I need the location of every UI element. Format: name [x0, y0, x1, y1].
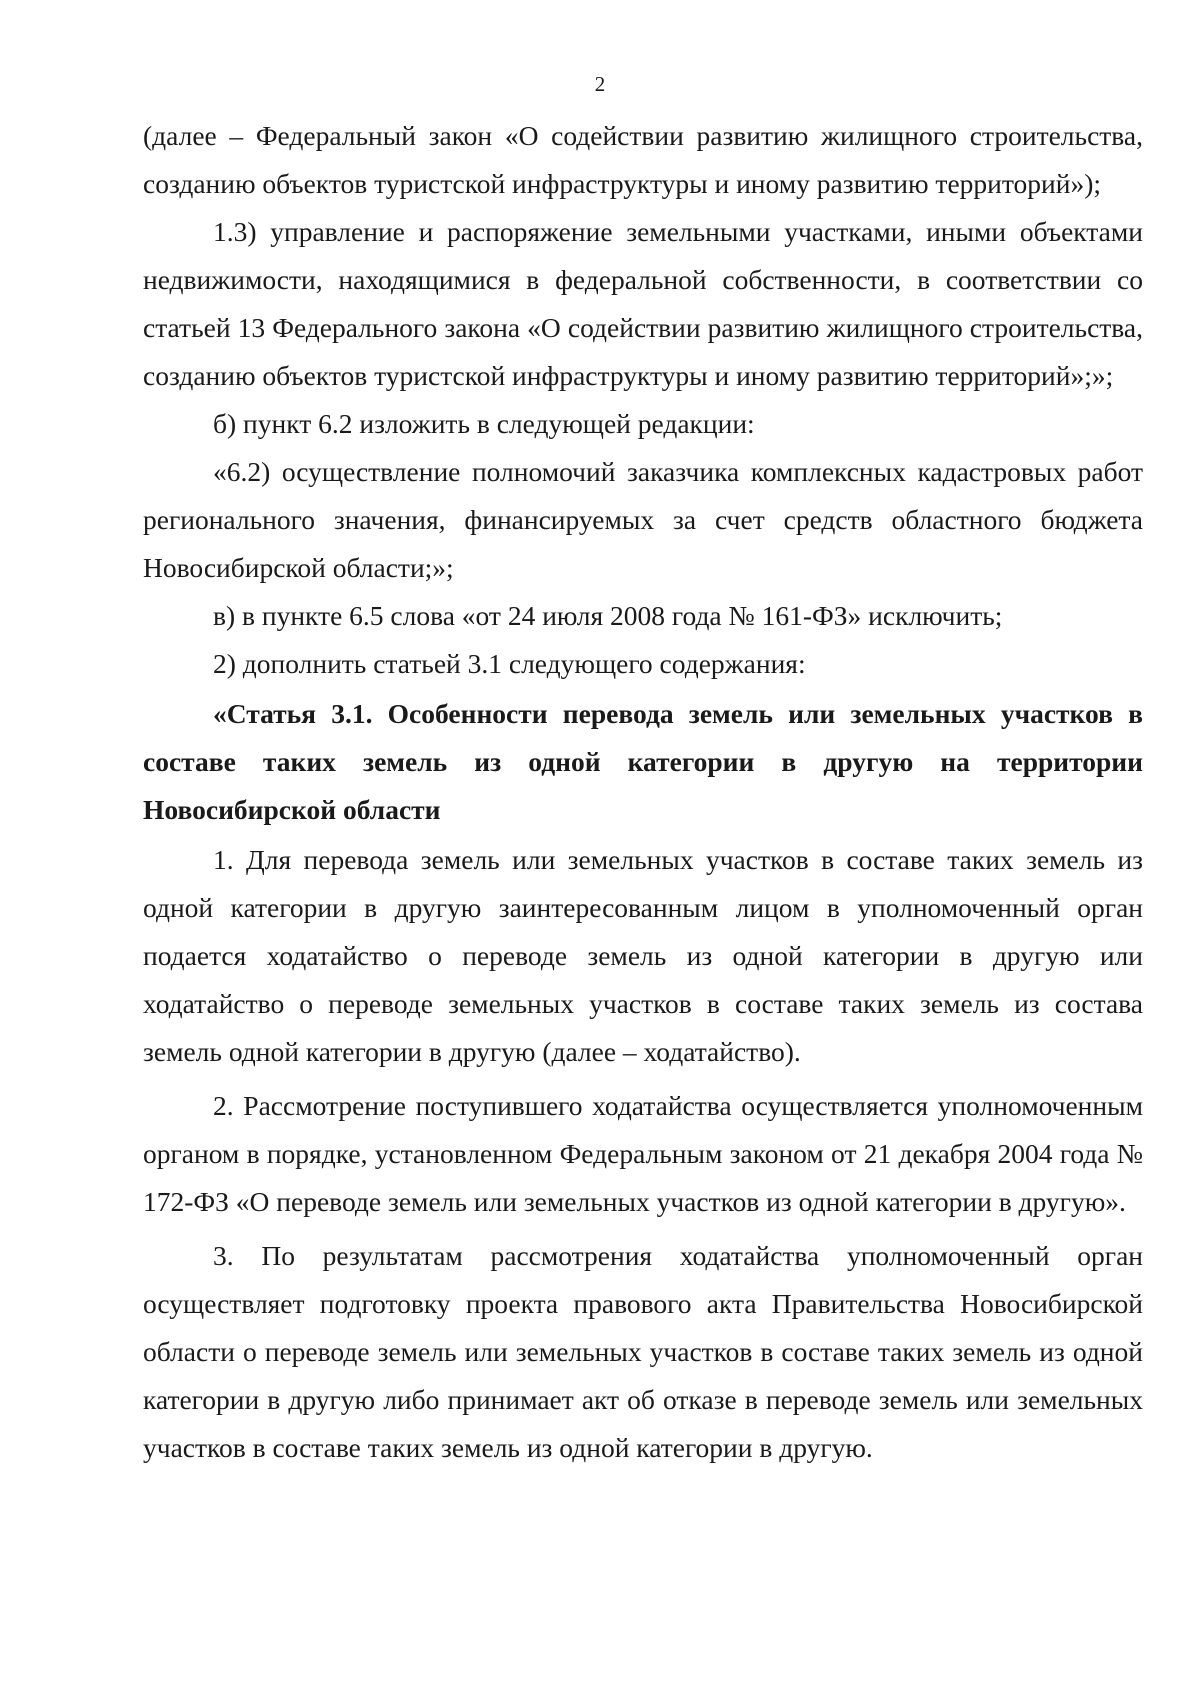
paragraph-v: в) в пункте 6.5 слова «от 24 июля 2008 года № 161-ФЗ» исключить; [213, 600, 1003, 631]
paragraph-1-3: 1.3) управление и распоряжение земельными участками, иными объектами недвижимости, находящимися в федеральной собственности, в соответствии со статьей 13 Федерального закона «О содействии развитию жилищного строительства, созданию объектов туристской инфраструктуры и иному развитию территорий»;»; [143, 216, 1143, 391]
paragraph-continuation: (далее – Федеральный закон «О содействии развитию жилищного строительства, созданию объектов туристской инфраструктуры и иному развитию территорий»); [143, 120, 1143, 199]
page-number: 2 [594, 72, 606, 96]
paragraph-6-2: «6.2) осуществление полномочий заказчика комплексных кадастровых работ регионального значения, финансируемых за счет средств областного бюджета Новосибирской области;»; [143, 456, 1143, 583]
paragraph-b: б) пункт 6.2 изложить в следующей редакции: [213, 408, 755, 439]
document-body [143, 112, 1143, 1472]
article-clause-3: 3. По результатам рассмотрения ходатайства уполномоченный орган осуществляет подготовку проекта правового акта Правительства Новосибирской области о переводе земель или земельных участков в составе таких земель из одной категории в другую либо принимает акт об отказе в переводе земель или земельных участков в составе таких земель из одной категории в другую. [143, 1240, 1143, 1463]
paragraph-2: 2) дополнить статьей 3.1 следующего содержания: [213, 648, 806, 679]
article-clause-2: 2. Рассмотрение поступившего ходатайства осуществляется уполномоченным органом в порядке, установленном Федеральным законом от 21 декабря 2004 года № 172-ФЗ «О переводе земель или земельных участков из одной категории в другую». [143, 1090, 1143, 1217]
article-clause-1: 1. Для перевода земель или земельных участков в составе таких земель из одной категории в другую заинтересованным лицом в уполномоченный орган подается ходатайство о переводе земель из одной категории в другую или ходатайство о переводе земельных участков в составе таких земель из состава земель одной категории в другую (далее – ходатайство). [143, 844, 1143, 1067]
article-heading: «Статья 3.1. Особенности перевода земель или земельных участков в составе таких земель из одной категории в другую на территории Новосибирской области [143, 698, 1143, 825]
